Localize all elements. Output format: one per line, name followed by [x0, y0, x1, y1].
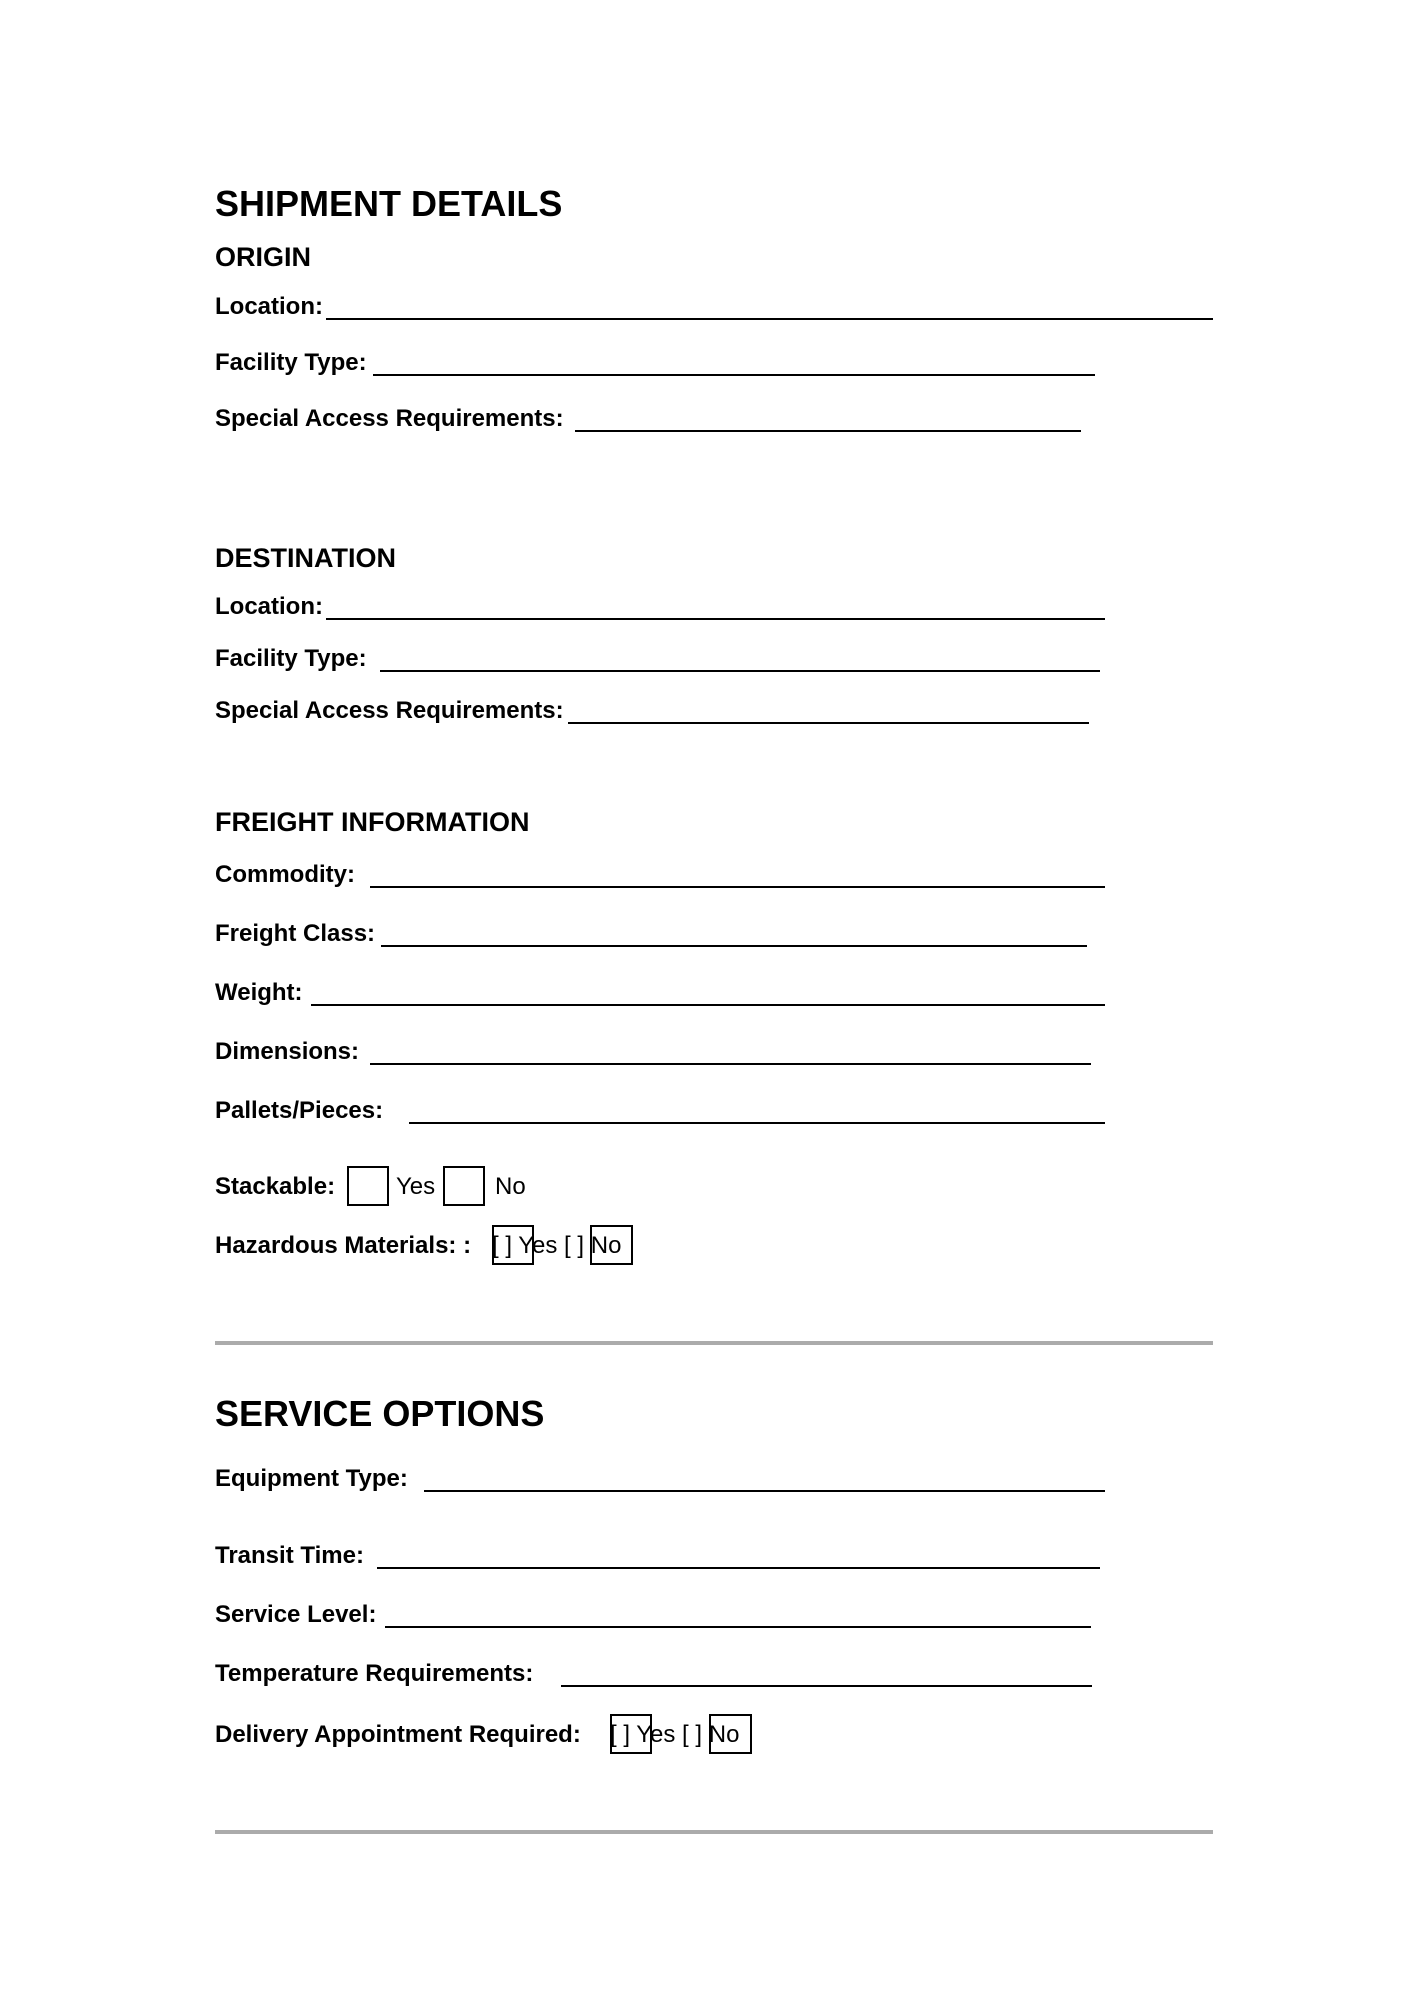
weight-label: Weight: — [215, 979, 303, 1006]
stackable-yes-label: Yes — [396, 1173, 436, 1200]
dimensions-field[interactable] — [215, 1037, 1091, 1067]
commodity-input-line[interactable] — [370, 886, 1105, 888]
origin-heading: ORIGIN — [215, 242, 312, 272]
section-divider — [215, 1341, 1213, 1345]
destination-facility-type-field[interactable] — [215, 644, 1100, 674]
shipment-details-title: SHIPMENT DETAILS — [215, 183, 563, 224]
weight-field[interactable] — [215, 978, 1105, 1008]
hazardous-no-checkbox[interactable] — [590, 1225, 633, 1265]
hazardous-materials-label: Hazardous Materials: : — [215, 1232, 472, 1259]
origin-location-input-line[interactable] — [326, 318, 1213, 320]
freight-class-input-line[interactable] — [381, 945, 1087, 947]
service-level-input-line[interactable] — [385, 1626, 1091, 1628]
bottom-divider — [215, 1830, 1213, 1834]
transit-time-input-line[interactable] — [377, 1567, 1100, 1569]
destination-special-access-field[interactable] — [215, 696, 1089, 726]
destination-special-access-input-line[interactable] — [568, 722, 1089, 724]
destination-facility-type-input-line[interactable] — [380, 670, 1100, 672]
commodity-label: Commodity: — [215, 861, 355, 888]
destination-location-label: Location: — [215, 593, 323, 620]
destination-location-input-line[interactable] — [326, 618, 1105, 620]
freight-information-heading: FREIGHT INFORMATION — [215, 807, 530, 837]
destination-special-access-label: Special Access Requirements: — [215, 697, 564, 724]
transit-time-label: Transit Time: — [215, 1542, 364, 1569]
stackable-no-label: No — [495, 1173, 526, 1200]
stackable-yes-checkbox[interactable] — [347, 1166, 389, 1206]
transit-time-field[interactable] — [215, 1541, 1100, 1571]
temperature-requirements-label: Temperature Requirements: — [215, 1660, 534, 1687]
delivery-appointment-options: [ ] Yes [ ] No — [610, 1721, 740, 1748]
equipment-type-label: Equipment Type: — [215, 1465, 408, 1492]
commodity-field[interactable] — [215, 860, 1105, 890]
dimensions-label: Dimensions: — [215, 1038, 360, 1065]
service-options-title: SERVICE OPTIONS — [215, 1393, 545, 1434]
pallets-pieces-input-line[interactable] — [409, 1122, 1105, 1124]
weight-input-line[interactable] — [311, 1004, 1105, 1006]
origin-facility-type-label: Facility Type: — [215, 349, 367, 376]
delivery-appointment-no-checkbox[interactable] — [709, 1714, 752, 1754]
origin-location-field[interactable] — [215, 292, 1105, 322]
freight-class-field[interactable] — [215, 919, 1087, 949]
temperature-requirements-field[interactable] — [215, 1659, 1092, 1689]
delivery-appointment-label: Delivery Appointment Required: — [215, 1721, 581, 1748]
origin-special-access-field[interactable] — [215, 404, 1081, 434]
origin-facility-type-field[interactable] — [215, 348, 1095, 378]
delivery-appointment-yes-checkbox[interactable] — [610, 1714, 652, 1754]
freight-class-label: Freight Class: — [215, 920, 376, 947]
hazardous-materials-options: [ ] Yes [ ] No — [492, 1232, 622, 1259]
equipment-type-field[interactable] — [215, 1464, 1105, 1494]
equipment-type-input-line[interactable] — [424, 1490, 1105, 1492]
destination-location-field[interactable] — [215, 592, 1105, 622]
pallets-pieces-label: Pallets/Pieces: — [215, 1097, 384, 1124]
hazardous-yes-checkbox[interactable] — [492, 1225, 534, 1265]
hazardous-materials-row — [215, 1229, 635, 1263]
destination-heading: DESTINATION — [215, 543, 396, 573]
origin-facility-type-input-line[interactable] — [373, 374, 1095, 376]
stackable-row — [215, 1170, 555, 1204]
origin-location-label: Location: — [215, 293, 323, 320]
destination-facility-type-label: Facility Type: — [215, 645, 367, 672]
service-level-label: Service Level: — [215, 1601, 377, 1628]
delivery-appointment-row — [215, 1718, 755, 1752]
pallets-pieces-field[interactable] — [215, 1096, 1105, 1126]
stackable-no-checkbox[interactable] — [443, 1166, 485, 1206]
origin-special-access-input-line[interactable] — [575, 430, 1081, 432]
service-level-field[interactable] — [215, 1600, 1091, 1630]
temperature-requirements-input-line[interactable] — [561, 1685, 1092, 1687]
dimensions-input-line[interactable] — [370, 1063, 1091, 1065]
origin-special-access-label: Special Access Requirements: — [215, 405, 564, 432]
stackable-label: Stackable: — [215, 1173, 336, 1200]
